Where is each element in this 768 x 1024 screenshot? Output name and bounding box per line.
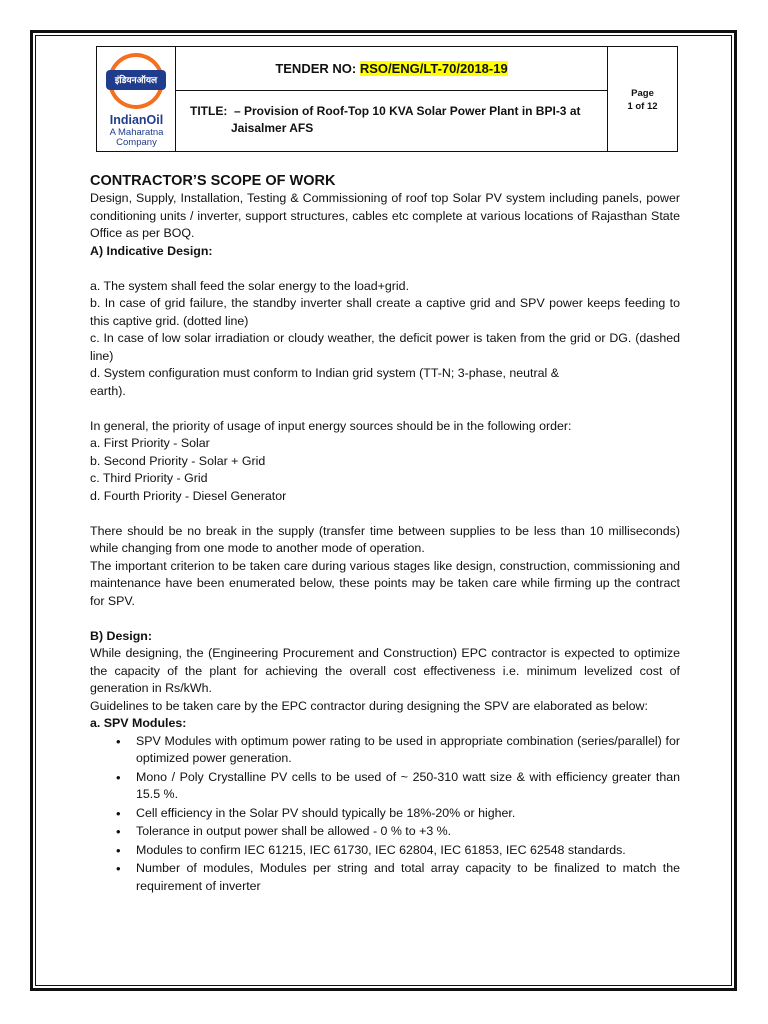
tender-no-value: RSO/ENG/LT-70/2018-19 xyxy=(359,61,508,76)
spv-bullet: • Modules to confirm IEC 61215, IEC 61730, IEC 62804, IEC 61853, IEC 62548 standards. xyxy=(136,842,680,860)
spv-bullet: • Mono / Poly Crystalline PV cells to be used of ~ 250-310 watt size & with efficiency greater than 15.5 %. xyxy=(136,769,680,804)
no-break-text: There should be no break in the supply (transfer time between supplies to be less than 10 milliseconds) while changing from one mode to another mode of operation. xyxy=(90,523,680,555)
section-a-title: A) Indicative Design: xyxy=(90,243,213,258)
spv-modules-title: a. SPV Modules: xyxy=(90,716,187,730)
document-body xyxy=(90,172,680,896)
scope-heading: CONTRACTOR’S SCOPE OF WORK xyxy=(90,173,336,189)
design-point-d: d. System configuration must conform to Indian grid system (TT-N; 3-phase, neutral & xyxy=(90,366,559,380)
page-label: Page xyxy=(631,88,654,99)
spv-bullet: • SPV Modules with optimum power rating to be used in appropriate combination (series/parallel) for optimized power generation. xyxy=(136,733,680,768)
priority-intro: In general, the priority of usage of input energy sources should be in the following order: xyxy=(90,418,572,433)
criterion-text: The important criterion to be taken care during various stages like design, construction, commissioning and maintenance have been enumerated below, these points may be taken care while firming up the contract for SPV. xyxy=(90,558,680,608)
document-title xyxy=(176,91,607,151)
priority-item: d. Fourth Priority - Diesel Generator xyxy=(90,488,287,503)
epc-text: While designing, the (Engineering Procurement and Construction) EPC contractor is expected to optimize the capacity of the plant for achieving the overall cost effectiveness i.e. minimum levelized cost of generation in Rs/kWh. xyxy=(90,646,680,695)
document-header xyxy=(96,46,678,152)
priority-item: c. Third Priority - Grid xyxy=(90,471,208,485)
logo-brand-name: IndianOil xyxy=(109,113,164,127)
scope-intro: Design, Supply, Installation, Testing & Commissioning of roof top Solar PV system including panels, power conditioning units / inverter, support structures, cables etc complete at various locations of Rajasthan State Office as per BOQ. xyxy=(90,191,680,240)
title-line1: – Provision of Roof-Top 10 KVA Solar Power Plant in BPI-3 at xyxy=(234,104,581,118)
design-point-a: a. The system shall feed the solar energy to the load+grid. xyxy=(90,278,410,293)
tender-label: TENDER NO: xyxy=(275,61,360,76)
title-label: TITLE: xyxy=(190,104,228,118)
logo-emblem xyxy=(108,53,164,109)
priority-item: b. Second Priority - Solar + Grid xyxy=(90,453,266,468)
spv-bullet-list xyxy=(90,733,680,896)
spv-bullet: • Tolerance in output power shall be allowed - 0 % to +3 %. xyxy=(136,823,680,841)
logo-tagline xyxy=(97,128,176,148)
logo-tagline-line1: A Maharatna xyxy=(109,127,164,138)
priority-item: a. First Priority - Solar xyxy=(90,436,210,450)
section-b-title: B) Design: xyxy=(90,628,152,643)
design-point-d-cont: earth). xyxy=(90,383,126,398)
spv-bullet: • Number of modules, Modules per string and total array capacity to be finalized to match the requirement of inverter xyxy=(136,860,680,895)
title-line2: Jaisalmer AFS xyxy=(231,121,314,135)
spv-bullet: • Cell efficiency in the Solar PV should typically be 18%-20% or higher. xyxy=(136,805,680,823)
logo-emblem-text: इंडियनऑयल xyxy=(106,70,166,90)
page-number xyxy=(607,47,677,151)
design-point-b: b. In case of grid failure, the standby inverter shall create a captive grid and SPV power keeps feeding to this captive grid. (dotted line) xyxy=(90,296,680,328)
tender-number xyxy=(176,47,607,91)
page-value: 1 of 12 xyxy=(627,101,658,112)
indianoil-logo xyxy=(97,47,176,151)
guidelines-text: Guidelines to be taken care by the EPC contractor during designing the SPV are elaborated as below: xyxy=(90,698,648,713)
design-point-c: c. In case of low solar irradiation or cloudy weather, the deficit power is taken from the grid or DG. (dashed line) xyxy=(90,331,680,363)
logo-tagline-line2: Company xyxy=(116,137,157,148)
